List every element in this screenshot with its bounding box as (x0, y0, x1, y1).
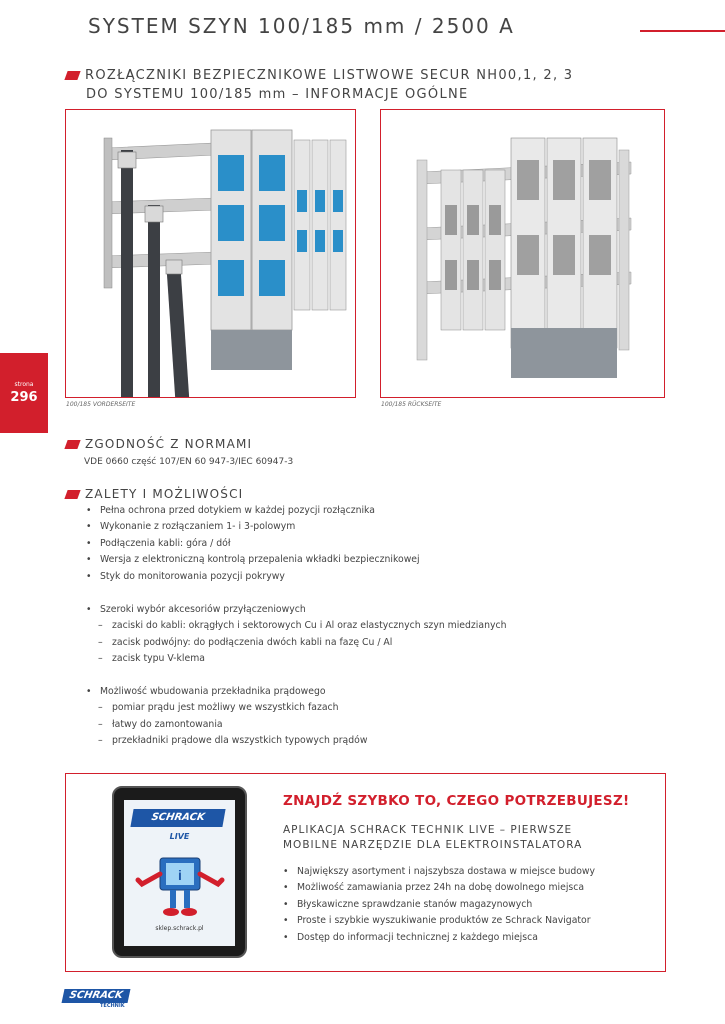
photo-back (380, 109, 665, 398)
caption-front: 100/185 VORDERSEITE (66, 401, 136, 408)
list-item: • Dostęp do informacji technicznej z każdego miejsca (283, 930, 595, 946)
list-subitem: – zaciski do kabli: okrągłych i sektorowych Cu i Al oraz elastycznych szyn miedzianych (86, 618, 506, 634)
heading-line-1: ROZŁĄCZNIKI BEZPIECZNIKOWE LISTWOWE SECUR NH00,1, 2, 3 (85, 68, 574, 83)
list-item: • Szeroki wybór akcesoriów przyłączeniowych (86, 602, 506, 618)
list-item: • Możliwość zamawiania przez 24h na dobę dowolnego miejsca (283, 880, 595, 896)
features-heading: ZALETY I MOŻLIWOŚCI (66, 487, 243, 501)
page-number: 296 (10, 390, 38, 405)
schrack-logo: SCHRACK (62, 989, 131, 1003)
svg-text:i: i (178, 867, 182, 883)
list-item: • Możliwość wbudowania przekładnika prądowego (86, 684, 367, 700)
photo-front (65, 109, 356, 398)
norms-heading: ZGODNOŚĆ Z NORMAMI (66, 437, 252, 451)
app-logo: SCHRACK (130, 809, 225, 827)
list-subitem: – zacisk podwójny: do podłączenia dwóch kabli na fazę Cu / Al (86, 635, 506, 651)
page-label: strona (14, 381, 34, 388)
bullet-mark-icon (64, 71, 80, 80)
list-item: • Największy asortyment i najszybsza dostawa w miejsce budowy (283, 864, 595, 880)
promo-list (283, 864, 595, 946)
list-subitem: – przekładniki prądowe dla wszystkich typowych prądów (86, 733, 367, 749)
list-item: • Błyskawiczne sprawdzanie stanów magazynowych (283, 897, 595, 913)
list-item: • Pełna ochrona przed dotykiem w każdej pozycji rozłącznika (86, 503, 420, 519)
features-list-1 (86, 503, 420, 585)
schrack-logo-sub: TECHNIK (100, 1003, 125, 1009)
promo-subtitle: APLIKACJA SCHRACK TECHNIK LIVE – PIERWSZE MOBILNE NARZĘDZIE DLA ELEKTROINSTALATORA (283, 824, 583, 851)
fuse-switch-back-illustration (381, 110, 665, 398)
list-item: • Proste i szybkie wyszukiwanie produktów ze Schrack Navigator (283, 913, 595, 929)
list-subitem: – łatwy do zamontowania (86, 717, 367, 733)
promo-box (65, 773, 666, 972)
list-item: • Wersja z elektroniczną kontrolą przepalenia wkładki bezpiecznikowej (86, 552, 420, 568)
list-item: • Podłączenia kabli: góra / dół (86, 536, 420, 552)
app-url: sklep.schrack.pl (155, 925, 204, 932)
bullet-mark-icon (64, 490, 80, 499)
top-rule (640, 30, 725, 32)
promo-title: ZNAJDŹ SZYBKO TO, CZEGO POTRZEBUJESZ! (283, 793, 630, 809)
norms-text: VDE 0660 część 107/EN 60 947-3/IEC 60947-3 (84, 457, 294, 467)
list-subitem: – zacisk typu V-klema (86, 651, 506, 667)
tablet-screen (124, 800, 235, 946)
page-number-tab (0, 353, 48, 433)
page-title: SYSTEM SZYN 100/185 mm / 2500 A (88, 14, 515, 38)
features-list-2 (86, 602, 506, 668)
list-item: • Styk do monitorowania pozycji pokrywy (86, 569, 420, 585)
tablet-image (112, 786, 247, 958)
mascot-icon (124, 840, 235, 930)
list-subitem: – pomiar prądu jest możliwy we wszystkich fazach (86, 700, 367, 716)
fuse-switch-front-illustration (66, 110, 356, 398)
features-list-3 (86, 684, 367, 750)
section-heading (66, 66, 666, 104)
list-item: • Wykonanie z rozłączaniem 1- i 3-polowym (86, 519, 420, 535)
caption-back: 100/185 RÜCKSEITE (381, 401, 442, 408)
bullet-mark-icon (64, 440, 80, 449)
app-live-label: LIVE (169, 832, 190, 841)
heading-line-2: DO SYSTEMU 100/185 mm – INFORMACJE OGÓLNE (86, 87, 469, 102)
